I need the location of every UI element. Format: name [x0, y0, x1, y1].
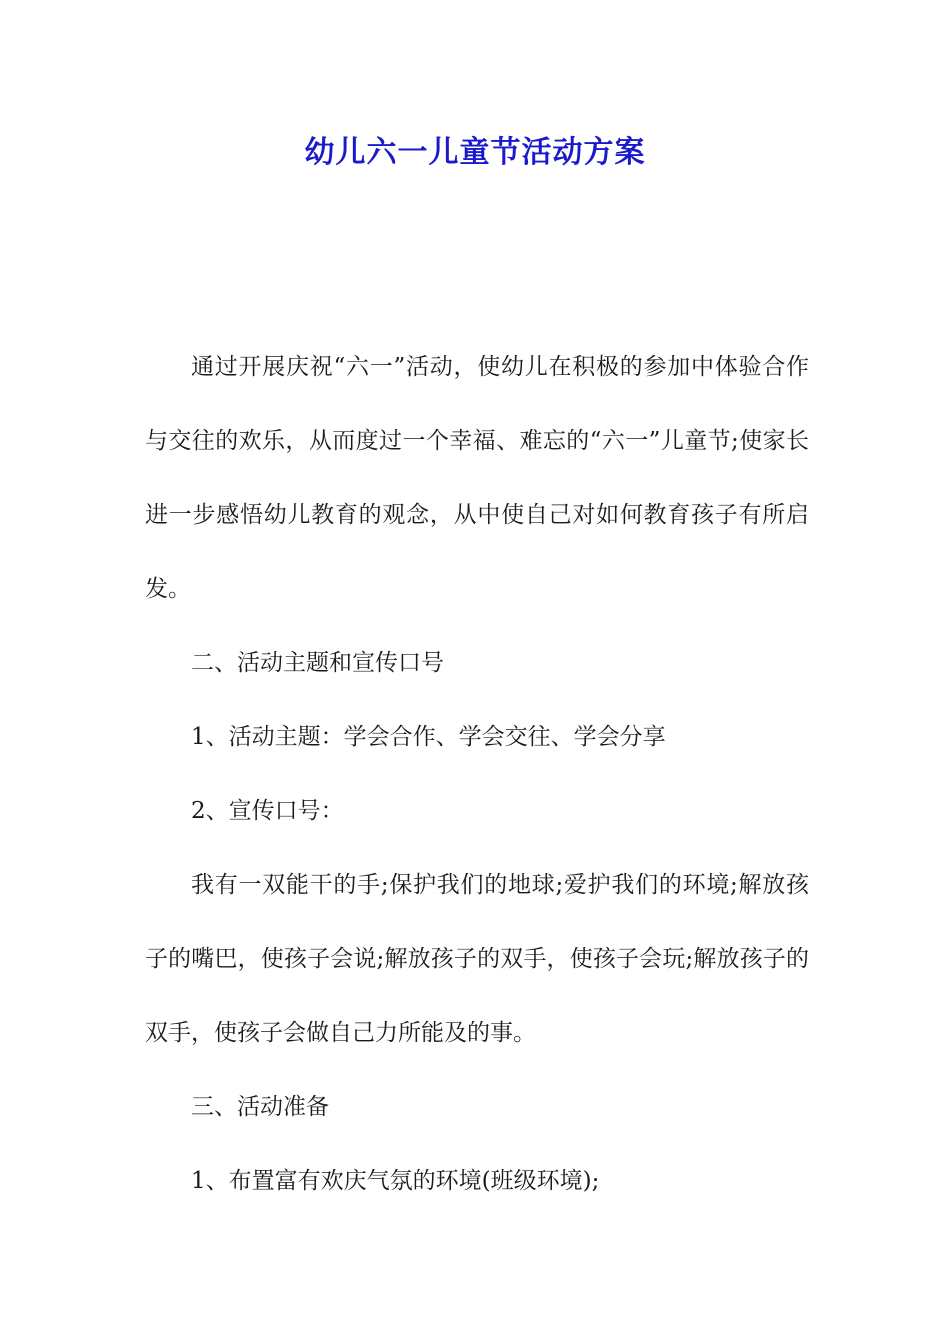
- document-body: [145, 330, 809, 1218]
- list-item-preparation: 1、布置富有欢庆气氛的环境(班级环境);: [191, 1168, 600, 1194]
- list-item-slogan: 2、宣传口号：: [191, 798, 344, 824]
- paragraph-slogans: 我有一双能干的手;保护我们的地球;爱护我们的环境;解放孩子的嘴巴，使孩子会说;解放孩子的双手，使孩子会玩;解放孩子的双手，使孩子会做自己力所能及的事。: [145, 872, 809, 1046]
- section-heading-preparation: 三、活动准备: [191, 1094, 329, 1120]
- list-item-theme: 1、活动主题：学会合作、学会交往、学会分享: [191, 724, 666, 750]
- document-title: 幼儿六一儿童节活动方案: [304, 135, 646, 170]
- paragraph-intro: 通过开展庆祝“六一”活动，使幼儿在积极的参加中体验合作与交往的欢乐，从而度过一个幸福、难忘的“六一”儿童节;使家长进一步感悟幼儿教育的观念，从中使自己对如何教育孩子有所启发。: [145, 354, 809, 602]
- section-heading-theme: 二、活动主题和宣传口号: [191, 650, 444, 676]
